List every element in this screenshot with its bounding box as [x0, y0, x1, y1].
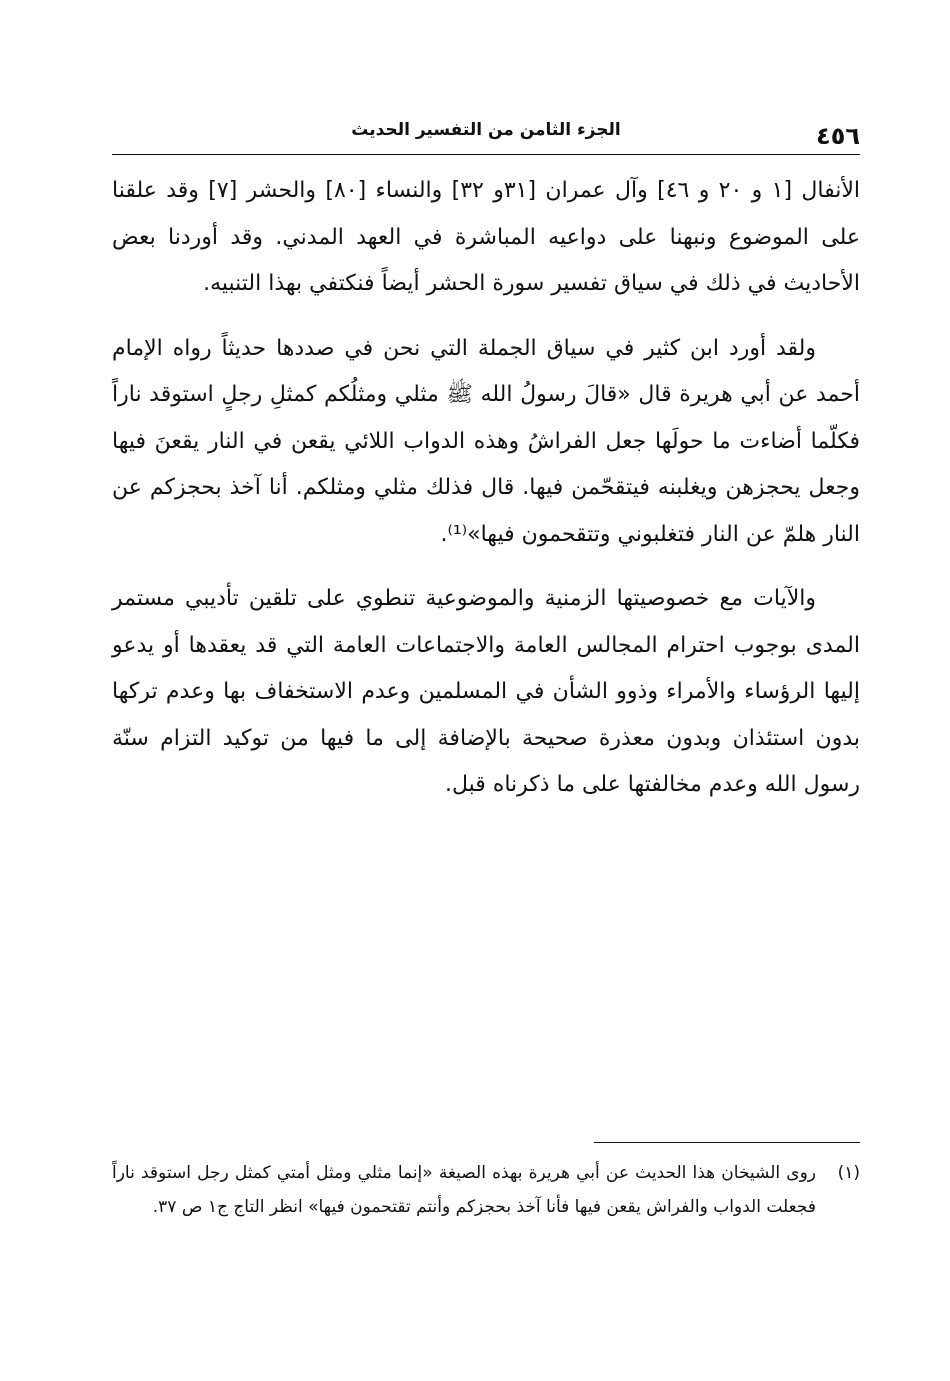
- paragraph-3: والآيات مع خصوصيتها الزمنية والموضوعية تنطوي على تلقين تأديبي مستمر المدى بوجوب احترام المجالس العامة والاجتماعات العامة التي قد يعقدها أو يدعو إليها الرؤساء والأمراء وذوو الشأن في المسلمين وعدم الاستخفاف بها وعدم تركها بدون استئذان وبدون معذرة صحيحة بالإضافة إلى ما فيها من توكيد التزام سنّة رسول الله وعدم مخالفتها على ما ذكرناه قبل.: [112, 586, 860, 797]
- footnote-1: [112, 1156, 860, 1224]
- footnote-mark: (١): [837, 1163, 860, 1183]
- footnotes: [112, 1156, 860, 1224]
- paragraph-1: الأنفال [١ و ٢٠ و ٤٦] وآل عمران [٣١و ٣٢] والنساء [٨٠] والحشر [٧] وقد علقنا على الموضوع ونبهنا على دواعيه المباشرة في العهد المدني. وقد أوردنا بعض الأحاديث في ذلك في سياق تفسير سورة الحشر أيضاً فنكتفي بهذا التنبيه.: [112, 178, 860, 296]
- page-header: [112, 118, 860, 156]
- header-rule: [112, 154, 860, 155]
- footnote-rule: [594, 1142, 860, 1143]
- page-number: ٤٥٦: [816, 122, 860, 150]
- footnote-text: روى الشيخان هذا الحديث عن أبي هريرة بهذه الصيغة «إنما مثلي ومثل أمتي كمثل رجل استوقد ناراً فجعلت الدواب والفراش يقعن فيها فأنا آخذ بحجزكم وأنتم تقتحمون فيها» انظر التاج ج١ ص ٣٧.: [112, 1163, 816, 1217]
- running-title: الجزء الثامن من التفسير الحديث: [351, 120, 621, 140]
- paragraph-2: ولقد أورد ابن كثير في سياق الجملة التي نحن في صددها حديثاً رواه الإمام أحمد عن أبي هريرة قال «قالَ رسولُ الله ﷺ مثلي ومثلُكم كمثلِ رجلٍ استوقد ناراً فكلّما أضاءت ما حولَها جعل الفراشُ وهذه الدواب اللائي يقعن في النار يقعنَ فيها وجعل يحجزهن ويغلبنه فيتقحّمن فيها. قال فذلك مثلي ومثلكم. أنا آخذ بحجزكم عن النار هلمّ عن النار فتغلبوني وتتقحمون فيها»⁽¹⁾.: [112, 335, 860, 547]
- body-text: [112, 168, 860, 809]
